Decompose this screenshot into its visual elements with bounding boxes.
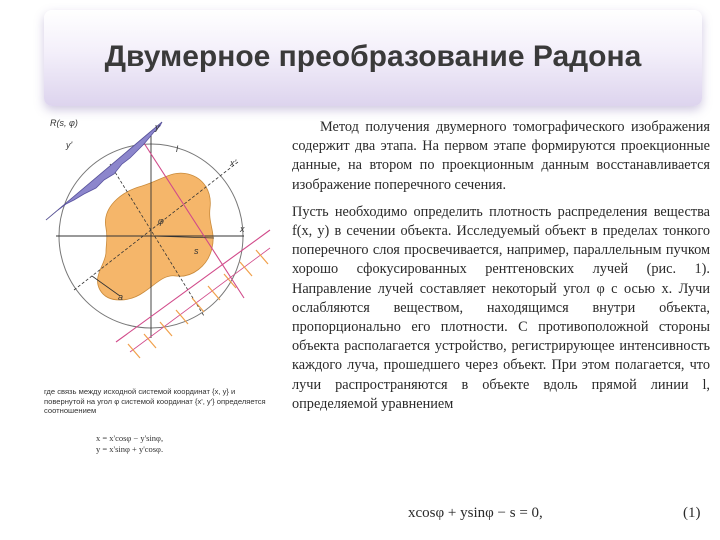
paragraph-1: Метод получения двумерного томографического изображения содержит два этапа. На первом этапе формируются проекционные данные, на втором по проекционным данным восстанавливается изображение поперечного сечения. xyxy=(292,119,710,193)
radon-diagram xyxy=(44,108,272,360)
equation-1: xcosφ + ysinφ − s = 0, xyxy=(408,505,543,521)
label-l: l xyxy=(176,144,178,154)
rotation-formula-y: y = x'sinφ + y'cosφ. xyxy=(96,444,164,454)
label-x-prime: x' xyxy=(230,158,237,168)
paragraph-2: Пусть необходимо определить плотность распределения вещества f(x, y) в сечении объекта. Исследуемый объект в пределах тонкого поперечного слоя просвечивается, например, параллельным пучком хорошо сфокусированных рентгеновских лучей (рис. 1). Направление лучей составляет некоторый угол φ с осью x. Лучи ослабляются веществом, находящимся внутри объекта, пропорционально его плотности. С противоположной стороны объекта располагается устройство, регистрирующее интенсивность каждого луча, прошедшего через объект. При этом полагается, что лучи распространяются в объекте вдоль прямой линии l, определяемой уравнением xyxy=(292,203,710,412)
label-y-prime: y' xyxy=(66,140,73,150)
label-s: s xyxy=(194,246,199,256)
label-r: R(s, φ) xyxy=(50,118,78,128)
title-banner xyxy=(44,10,702,106)
label-x: x xyxy=(240,224,245,234)
label-phi: φ xyxy=(158,216,164,226)
figure-caption: где связь между исходной системой координат {x, y} и повернутой на угол φ системой координат {x', y'} определяется соотношением xyxy=(44,387,266,416)
label-a: a xyxy=(118,292,124,302)
object-shape xyxy=(98,173,214,300)
rotation-formulas xyxy=(96,433,163,455)
body-text xyxy=(292,118,710,414)
label-y: y xyxy=(155,122,160,132)
equation-number: (1) xyxy=(683,505,701,521)
slide-title: Двумерное преобразование Радона xyxy=(104,40,642,73)
radon-figure xyxy=(44,108,272,360)
rotation-formula-x: x = x'cosφ − y'sinφ, xyxy=(96,433,164,443)
